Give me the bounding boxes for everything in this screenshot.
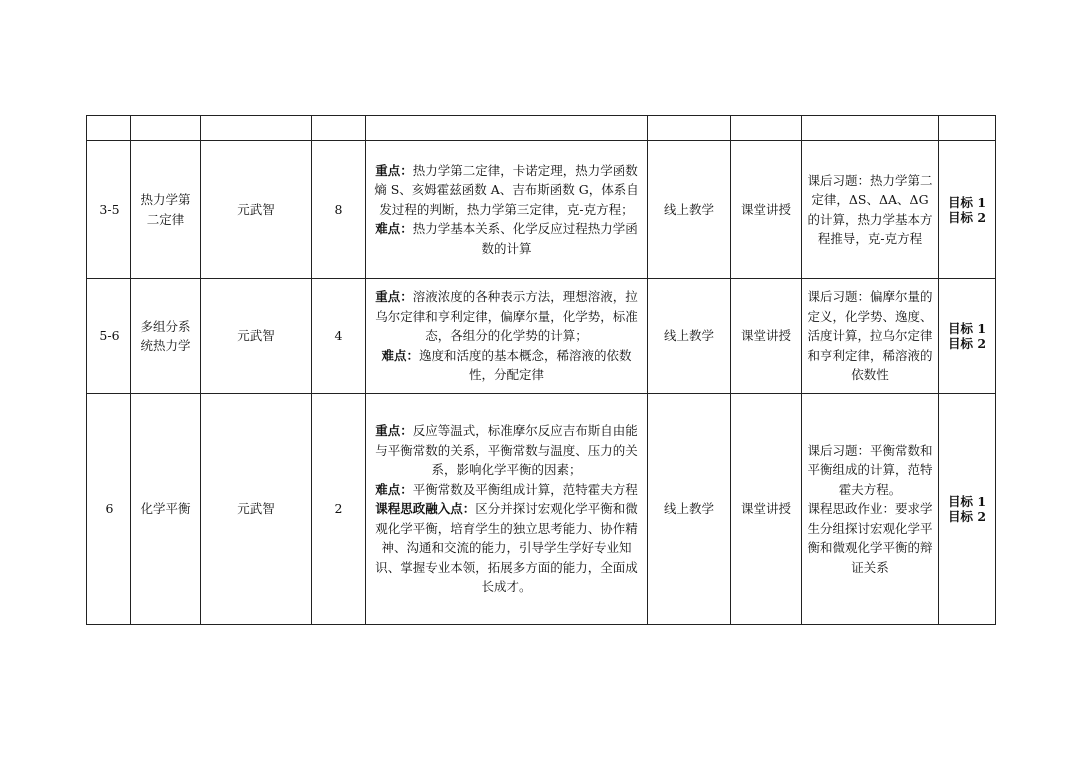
table-row — [87, 141, 996, 279]
key-label: 重点 — [375, 423, 401, 439]
hard-label: 难点 — [375, 481, 401, 497]
goal-item: 目标 2 — [947, 209, 987, 225]
ideo-homework-text: 课程思政作业：要求学生分组探讨宏观化学平衡和微观化学平衡的辩证关系 — [807, 501, 933, 575]
empty-cell — [939, 116, 996, 141]
row-chapter: 热力学第二定律 — [131, 141, 201, 279]
hard-text: 热力学基本关系、化学反应过程热力学函数的计算 — [412, 221, 638, 256]
row-goals — [939, 394, 996, 625]
row-homework — [802, 394, 939, 625]
empty-cell — [731, 116, 802, 141]
row-content: 重点：溶液浓度的各种表示方法，理想溶液，拉乌尔定律和亨利定律，偏摩尔量，化学势，标准态，各组分的化学势的计算； 难点：逸度和活度的基本概念，稀溶液的依数性，分配定律 — [366, 279, 648, 394]
row-method: 课堂讲授 — [731, 141, 802, 279]
ideo-label: 课程思政融入点 — [375, 501, 463, 517]
empty-cell — [648, 116, 731, 141]
empty-cell — [201, 116, 312, 141]
row-seq: 3-5 — [87, 141, 131, 279]
hard-text: 逸度和活度的基本概念，稀溶液的依数性，分配定律 — [419, 347, 632, 383]
hard-label: 难点 — [375, 221, 401, 237]
goal-item: 目标 2 — [947, 509, 987, 524]
homework-text: 课后习题：平衡常数和平衡组成的计算，范特霍夫方程。 — [807, 442, 933, 497]
row-method: 课堂讲授 — [731, 279, 802, 394]
table-row — [87, 394, 996, 625]
goal-item: 目标 1 — [947, 494, 987, 509]
row-mode: 线上教学 — [648, 141, 731, 279]
row-seq: 6 — [87, 394, 131, 625]
table-row-empty-header — [87, 116, 996, 141]
key-label: 重点 — [375, 289, 401, 305]
row-method: 课堂讲授 — [731, 394, 802, 625]
row-goals — [939, 141, 996, 279]
empty-cell — [87, 116, 131, 141]
row-content: 重点：反应等温式，标准摩尔反应吉布斯自由能与平衡常数的关系，平衡常数与温度、压力的关系，影响化学平衡的因素； 难点：平衡常数及平衡组成计算，范特霍夫方程 课程思政融入点：区分并探讨宏观化学平衡和微观化学平衡，培育学生的独立思考能力、协作精神、沟通和交流的能力，引导学生学好专业知识、掌握专业本领，拓展多方面的能力，全面成长成才。 — [366, 394, 648, 625]
course-schedule-table — [86, 115, 996, 625]
key-text: 热力学第二定律，卡诺定理，热力学函数熵 S、亥姆霍兹函数 A、吉布斯函数 G，体系自发过程的判断，热力学第三定律，克-克方程； — [374, 162, 639, 217]
row-teacher: 元武智 — [201, 279, 312, 394]
row-teacher: 元武智 — [201, 141, 312, 279]
row-chapter: 多组分系统热力学 — [131, 279, 201, 394]
row-homework: 课后习题：热力学第二定律，ΔS、ΔA、ΔG 的计算，热力学基本方程推导，克-克方程 — [802, 141, 939, 279]
row-homework: 课后习题：偏摩尔量的定义，化学势、逸度、活度计算，拉乌尔定律和亨利定律，稀溶液的依数性 — [802, 279, 939, 394]
goal-item: 目标 2 — [947, 336, 987, 351]
goal-item: 目标 1 — [947, 321, 987, 336]
empty-cell — [312, 116, 366, 141]
row-mode: 线上教学 — [648, 394, 731, 625]
row-chapter: 化学平衡 — [131, 394, 201, 625]
row-goals — [939, 279, 996, 394]
empty-cell — [366, 116, 648, 141]
row-teacher: 元武智 — [201, 394, 312, 625]
row-content: 重点：热力学第二定律，卡诺定理，热力学函数熵 S、亥姆霍兹函数 A、吉布斯函数 G，体系自发过程的判断，热力学第三定律，克-克方程； 难点：热力学基本关系、化学反应过程热力学函数的计算 — [366, 141, 648, 279]
key-text: 反应等温式，标准摩尔反应吉布斯自由能与平衡常数的关系，平衡常数与温度、压力的关系，影响化学平衡的因素； — [375, 423, 638, 478]
table-row — [87, 279, 996, 394]
empty-cell — [131, 116, 201, 141]
key-label: 重点 — [375, 162, 401, 178]
row-hours: 8 — [312, 141, 366, 279]
goal-item: 目标 1 — [947, 194, 987, 210]
row-hours: 2 — [312, 394, 366, 625]
row-seq: 5-6 — [87, 279, 131, 394]
ideo-text: 区分并探讨宏观化学平衡和微观化学平衡，培育学生的独立思考能力、协作精神、沟通和交流的能力，引导学生学好专业知识、掌握专业本领，拓展多方面的能力，全面成长成才。 — [375, 501, 638, 595]
row-hours: 4 — [312, 279, 366, 394]
row-mode: 线上教学 — [648, 279, 731, 394]
hard-text: 平衡常数及平衡组成计算，范特霍夫方程 — [412, 481, 638, 497]
empty-cell — [802, 116, 939, 141]
hard-label: 难点 — [381, 347, 407, 363]
key-text: 溶液浓度的各种表示方法，理想溶液，拉乌尔定律和亨利定律，偏摩尔量，化学势，标准态，各组分的化学势的计算； — [375, 289, 638, 344]
